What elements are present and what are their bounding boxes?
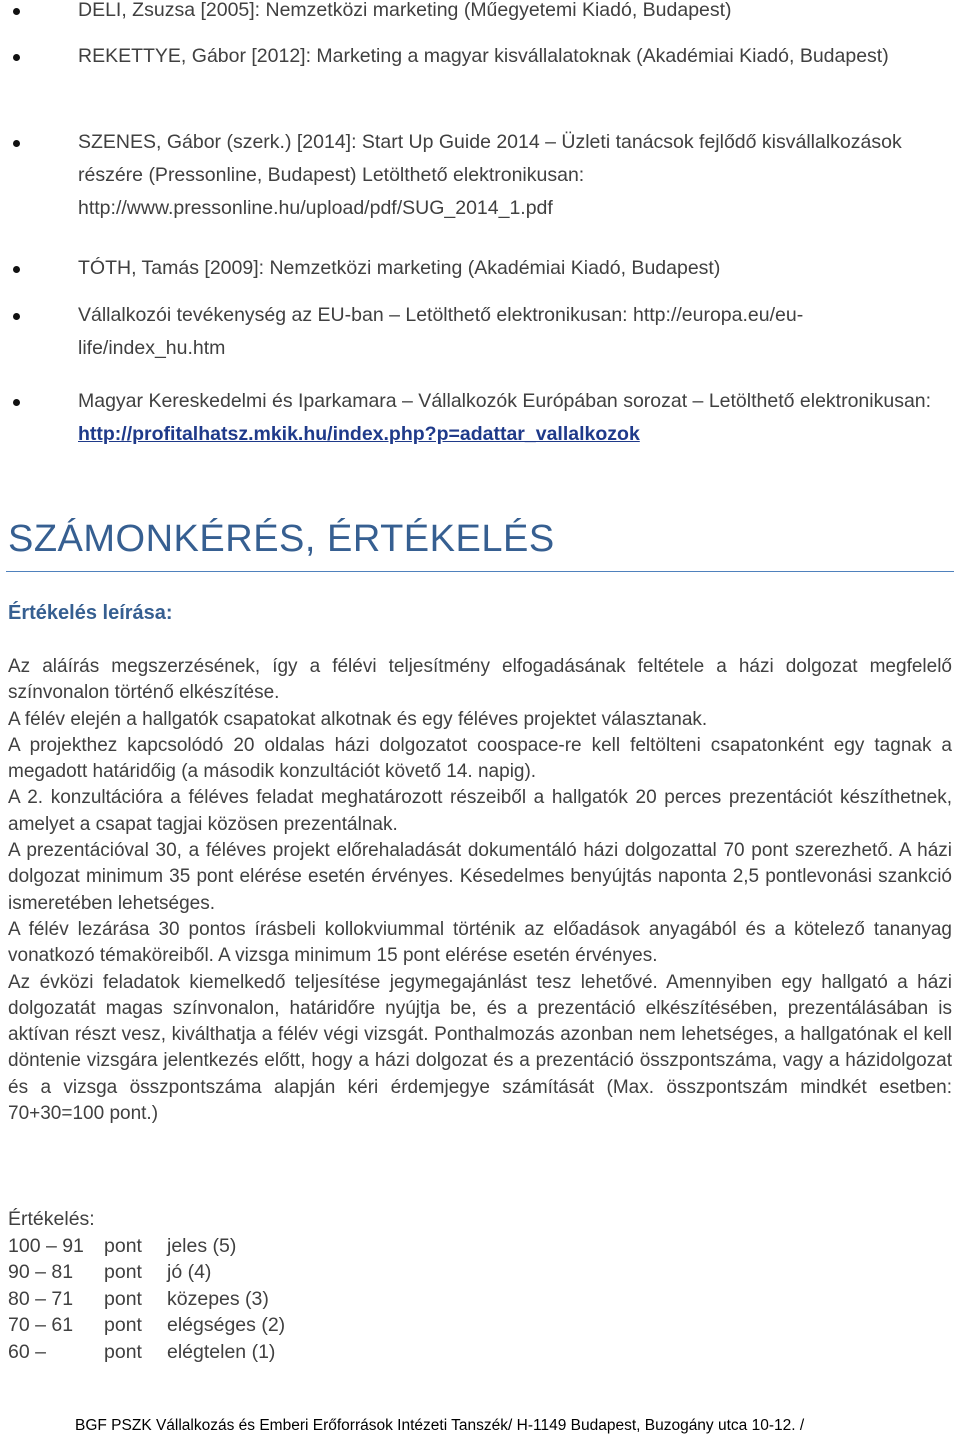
list-item: DELI, Zsuzsa [2005]: Nemzetközi marketing (Műegyetemi Kiadó, Budapest) (78, 0, 938, 27)
page-footer: BGF PSZK Vállalkozás és Emberi Erőforrások Intézeti Tanszék/ H-1149 Budapest, Buzogány utca 10-12. / (75, 1417, 805, 1434)
grade-range: 80 – 71 (8, 1287, 74, 1310)
grade-unit: pont (104, 1234, 142, 1257)
bullet-icon (13, 266, 20, 273)
list-item: TÓTH, Tamás [2009]: Nemzetközi marketing (Akadémiai Kiadó, Budapest) (78, 252, 938, 285)
bullet-icon (13, 140, 20, 147)
grade-unit: pont (104, 1287, 142, 1310)
section-divider (6, 571, 954, 572)
paragraph: A 2. konzultációra a féléves feladat meghatározott részeiből a hallgatók 20 perces prezentációt készíthetnek, amelyet a csapat tagjai közösen prezentálnak. (8, 787, 952, 835)
list-item: Magyar Kereskedelmi és Iparkamara – Vállalkozók Európában sorozat – Letölthető elektronikusan: http://profitalhatsz.mkik.hu/index.php?p=adattar_vallalkozok (78, 385, 938, 451)
grade-value: elégséges (2) (167, 1314, 286, 1336)
grade-range: 90 – 81 (8, 1261, 74, 1283)
bullet-icon (13, 54, 20, 61)
paragraph: Az aláírás megszerzésének, így a félévi teljesítmény elfogadásának feltétele a házi dolgozat megfelelő színvonalon történő elkészítése. (8, 656, 952, 704)
paragraph: A félév lezárása 30 pontos írásbeli kollokviummal történik az előadások anyagából és a kötelező tananyag vonatkozó témaköreiből. A vizsga minimum 15 pont elérése esetén érvényes. (8, 918, 952, 967)
paragraph: A félév elején a hallgatók csapatokat alkotnak és egy féléves projektet választanak. (8, 708, 708, 730)
grade-value: jó (4) (167, 1261, 212, 1283)
grade-row (8, 1339, 285, 1366)
grade-value: jeles (5) (167, 1234, 237, 1257)
paragraph: Az évközi feladatok kiemelkedő teljesítése jegymegajánlást tesz lehetővé. Amennyiben egy hallgató a házi dolgozatát magas színvonalon, határidőre nyújtja be, és a prezentáció elkészítésében, prezentálásában is aktívan részt vesz, kiválthatja a félév végi vizsgát. Ponthalmozás azonban nem lehetséges, a hallgatónak el kell döntenie vizsgára jelentkezés előtt, hogy a házi dolgozat és a prezentáció összpontszáma, vagy a házidolgozat és a vizsga összpontszáma alapján kéri érdemjegye számítását (Max. összpontszám mindkét esetben: 70+30=100 pont.) (8, 971, 952, 1125)
bullet-icon (13, 313, 20, 320)
grade-row (8, 1259, 285, 1286)
subheading: Értékelés leírása: (8, 602, 173, 624)
grade-range: 60 – (8, 1340, 46, 1363)
grade-value: elégtelen (1) (167, 1340, 276, 1363)
grade-unit: pont (104, 1314, 142, 1336)
grading-table (8, 1206, 285, 1365)
grade-row (8, 1312, 285, 1339)
grading-label: Értékelés: (8, 1208, 95, 1230)
bullet-icon (13, 399, 20, 406)
description-block (8, 654, 952, 1127)
list-item: Vállalkozói tevékenység az EU-ban – Letölthető elektronikusan: http://europa.eu/eu-life/index_hu.htm (78, 299, 938, 365)
section-title: SZÁMONKÉRÉS, ÉRTÉKELÉS (8, 518, 555, 560)
grade-row (8, 1233, 285, 1260)
list-item: SZENES, Gábor (szerk.) [2014]: Start Up Guide 2014 – Üzleti tanácsok fejlődő kisvállalkozások részére (Pressonline, Budapest) Letölthető elektronikusan: http://www.pressonline.hu/upload/pdf/SUG_2014_1.pdf (78, 126, 938, 225)
grade-value: közepes (3) (167, 1287, 269, 1310)
list-item: REKETTYE, Gábor [2012]: Marketing a magyar kisvállalatoknak (Akadémiai Kiadó, Budapest) (78, 40, 938, 73)
grade-range: 100 – 91 (8, 1234, 84, 1257)
grade-unit: pont (104, 1261, 142, 1283)
paragraph: A prezentációval 30, a féléves projekt előrehaladását dokumentáló házi dolgozattal 70 pont szerezhető. A házi dolgozat minimum 35 pont elérése esetén érvényes. Késedelmes benyújtás naponta 2,5 pontlevonási szankció ismeretében lehetséges. (8, 840, 952, 914)
grade-range: 70 – 61 (8, 1314, 74, 1336)
bullet-icon (13, 8, 20, 15)
grade-unit: pont (104, 1340, 142, 1363)
reference-link[interactable]: http://profitalhatsz.mkik.hu/index.php?p=adattar_vallalkozok (78, 423, 640, 445)
paragraph: A projekthez kapcsolódó 20 oldalas házi dolgozatot coospace-re kell feltölteni csapatonként egy tagnak a megadott határidőig (a második konzultációt követő 14. napig). (8, 734, 952, 783)
grade-row (8, 1286, 285, 1313)
